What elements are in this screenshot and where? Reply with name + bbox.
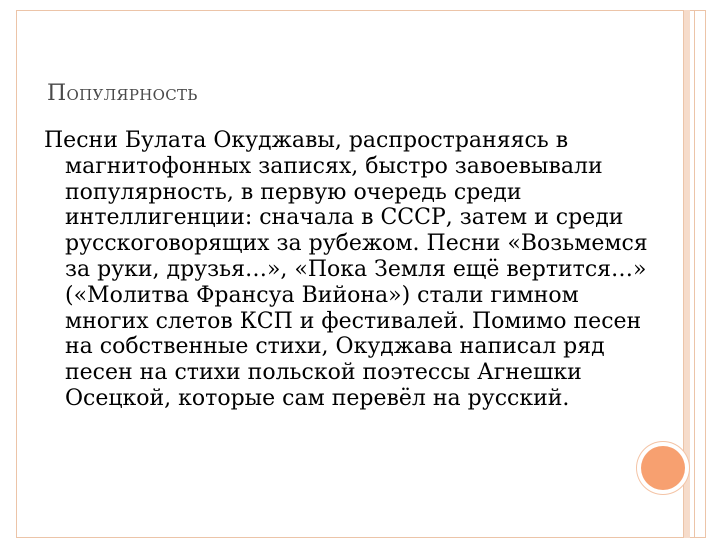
- decorative-circle: [641, 446, 685, 490]
- slide-title: Популярность: [47, 81, 198, 106]
- slide-side-band: [683, 10, 690, 538]
- slide-side-line: [694, 10, 695, 538]
- slide-body-text: Песни Булата Окуджавы, распространяясь в магнитофонных записях, быстро завоевывали популярность, в первую очередь среди интеллигенции: сначала в СССР, затем и среди русскоговорящих за рубежом. Песни «Возьмемся за руки, друзья…», «Пока Земля ещё вертится…» («Молитва Франсуа Вийона») стали гимном многих слетов КСП и фестивалей. Помимо песен на собственные стихи, Окуджава написал ряд песен на стихи польской поэтессы Агнешки Осецкой, которые сам перевёл на русский.: [44, 128, 648, 411]
